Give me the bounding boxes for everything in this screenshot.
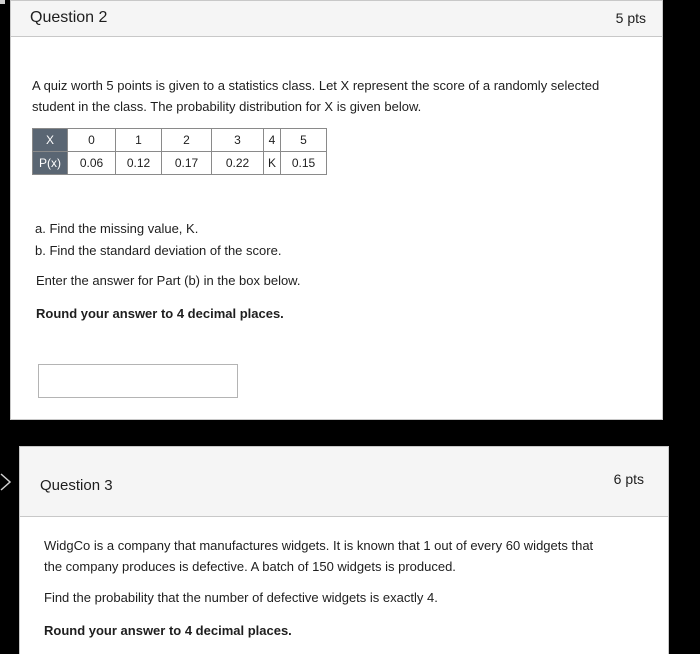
table-header-row xyxy=(33,129,327,152)
question-3-body xyxy=(44,535,644,641)
question-2-card xyxy=(10,0,663,420)
question-3-rounding: Round your answer to 4 decimal places. xyxy=(44,623,292,638)
table-cell: P(x) xyxy=(33,152,68,175)
answer-instruction: Enter the answer for Part (b) in the box below. xyxy=(36,273,301,288)
table-row xyxy=(33,152,327,175)
table-cell: 0.06 xyxy=(68,152,116,175)
question-2-points: 5 pts xyxy=(615,10,646,26)
question-2-prompt-line2: student in the class. The probability distribution for X is given below. xyxy=(32,99,422,114)
part-a-text: a. Find the missing value, K. xyxy=(35,221,199,236)
question-3-body-line2: the company produces is defective. A batch of 150 widgets is produced. xyxy=(44,559,456,574)
question-3-title: Question 3 xyxy=(40,477,113,494)
question-2-prompt-line1: A quiz worth 5 points is given to a statistics class. Let X represent the score of a randomly selected xyxy=(32,78,600,93)
edge-marker xyxy=(0,0,5,4)
table-cell: 0.12 xyxy=(116,152,162,175)
question-3-task: Find the probability that the number of defective widgets is exactly 4. xyxy=(44,590,438,605)
answer-input[interactable] xyxy=(38,364,238,398)
question-3-body-line1: WidgCo is a company that manufactures widgets. It is known that 1 out of every 60 widgets that xyxy=(44,538,594,553)
table-cell: 0.17 xyxy=(162,152,212,175)
table-cell: 0.22 xyxy=(212,152,264,175)
question-3-points: 6 pts xyxy=(613,471,644,487)
table-cell: 0.15 xyxy=(281,152,327,175)
table-header-cell: 0 xyxy=(68,129,116,152)
rounding-instruction: Round your answer to 4 decimal places. xyxy=(36,306,284,321)
question-2-header xyxy=(11,1,662,37)
table-header-cell: 4 xyxy=(264,129,281,152)
table-header-cell: 3 xyxy=(212,129,264,152)
table-header-cell: 5 xyxy=(281,129,327,152)
table-header-cell: 2 xyxy=(162,129,212,152)
table-header-cell: 1 xyxy=(116,129,162,152)
part-b-text: b. Find the standard deviation of the score. xyxy=(35,243,282,258)
question-2-title: Question 2 xyxy=(30,9,108,26)
question-3-header xyxy=(20,447,668,517)
chevron-right-icon xyxy=(0,472,12,492)
table-cell: K xyxy=(264,152,281,175)
question-2-body xyxy=(32,75,652,321)
question-2-parts xyxy=(32,218,652,262)
question-3-card xyxy=(19,446,669,654)
probability-distribution-table xyxy=(32,128,327,175)
table-header-cell: X xyxy=(33,129,68,152)
